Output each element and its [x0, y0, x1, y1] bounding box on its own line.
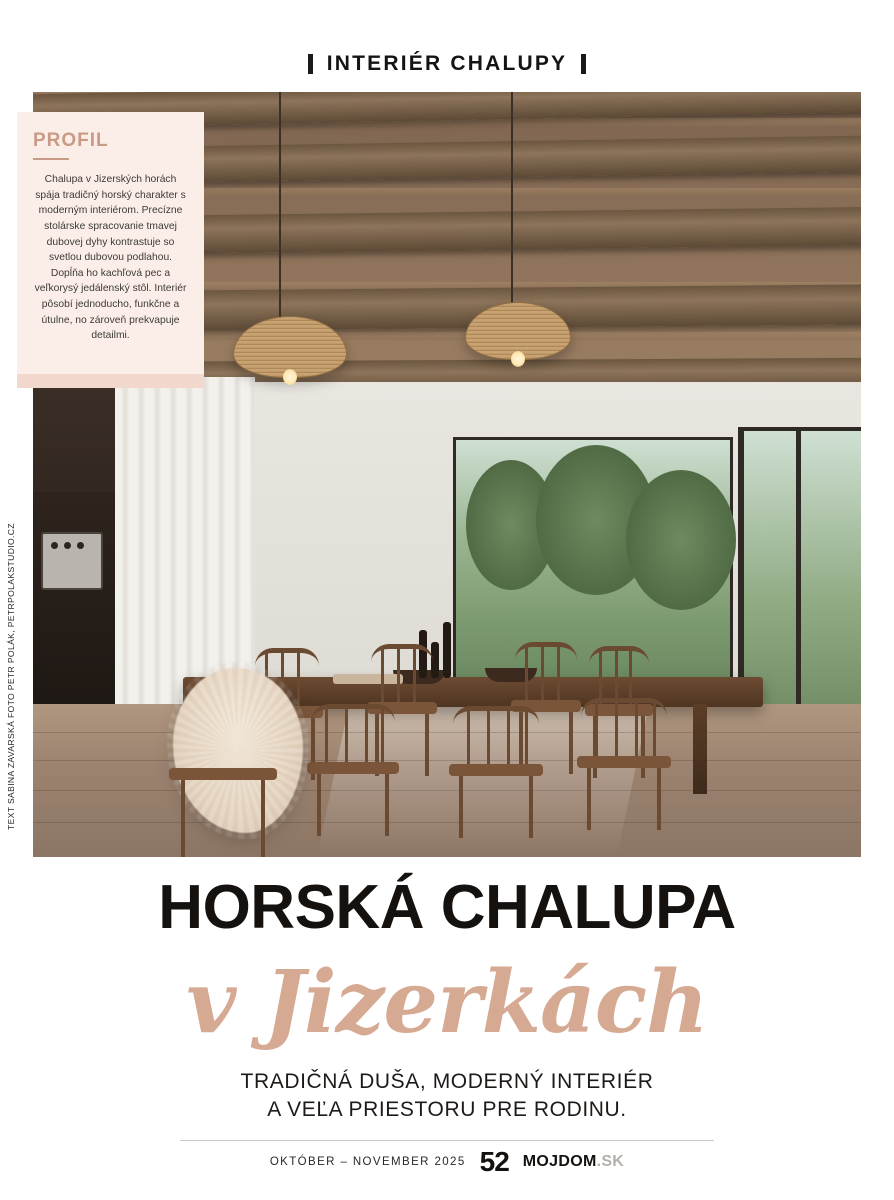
page-footer	[0, 1146, 894, 1178]
photo-credit-text: TEXT SABINA ZAVARSKÁ FOTO PETR POLÁK, PETRPOLAKSTUDIO.CZ	[6, 523, 16, 830]
page-number: 52	[479, 1146, 509, 1177]
candlestick	[443, 622, 451, 678]
page-title-script: v Jizerkách	[186, 952, 708, 1053]
window-large	[453, 437, 733, 682]
profil-tail	[17, 374, 204, 388]
kicker-bar-left	[308, 54, 313, 74]
subtitle-line-1: TRADIČNÁ DUŠA, MODERNÝ INTERIÉR	[240, 1070, 654, 1093]
page-subtitle	[0, 1068, 894, 1123]
issue-date: OKTÓBER – NOVEMBER 2025	[269, 1156, 466, 1168]
profil-body: Chalupa v Jizerských horách spája tradičný horský charakter s moderným interiérom. Precízne stolárske spracovanie tmavej dubovej dyhy kontrastuje so svetlou dubovou podlahou. Dopĺňa ho kachľová pec a veľkorysý jedálenský stôl. Interiér pôsobí jednoducho, funkčne a útulne, no zároveň prekvapuje detailmi.	[34, 174, 187, 342]
section-kicker	[0, 52, 894, 76]
photo-credit	[6, 523, 16, 830]
profil-rule	[33, 158, 69, 160]
brand-logo	[523, 1153, 624, 1171]
kicker-label: INTERIÉR CHALUPY	[326, 52, 568, 75]
page-title: HORSKÁ CHALUPA	[158, 873, 736, 942]
subtitle-line-2: A VEĽA PRIESTORU PRE RODINU.	[267, 1097, 627, 1121]
oven	[41, 532, 103, 590]
kicker-bar-right	[581, 54, 586, 74]
footer-rule	[180, 1140, 714, 1141]
profil-title: PROFIL	[33, 130, 109, 151]
brand-name: MOJDOM	[522, 1153, 597, 1170]
sheepskin-throw	[173, 668, 303, 833]
profil-box	[17, 112, 204, 374]
brand-suffix: .SK	[596, 1153, 625, 1170]
kitchen-unit	[33, 492, 121, 717]
oven-knobs	[51, 542, 84, 549]
